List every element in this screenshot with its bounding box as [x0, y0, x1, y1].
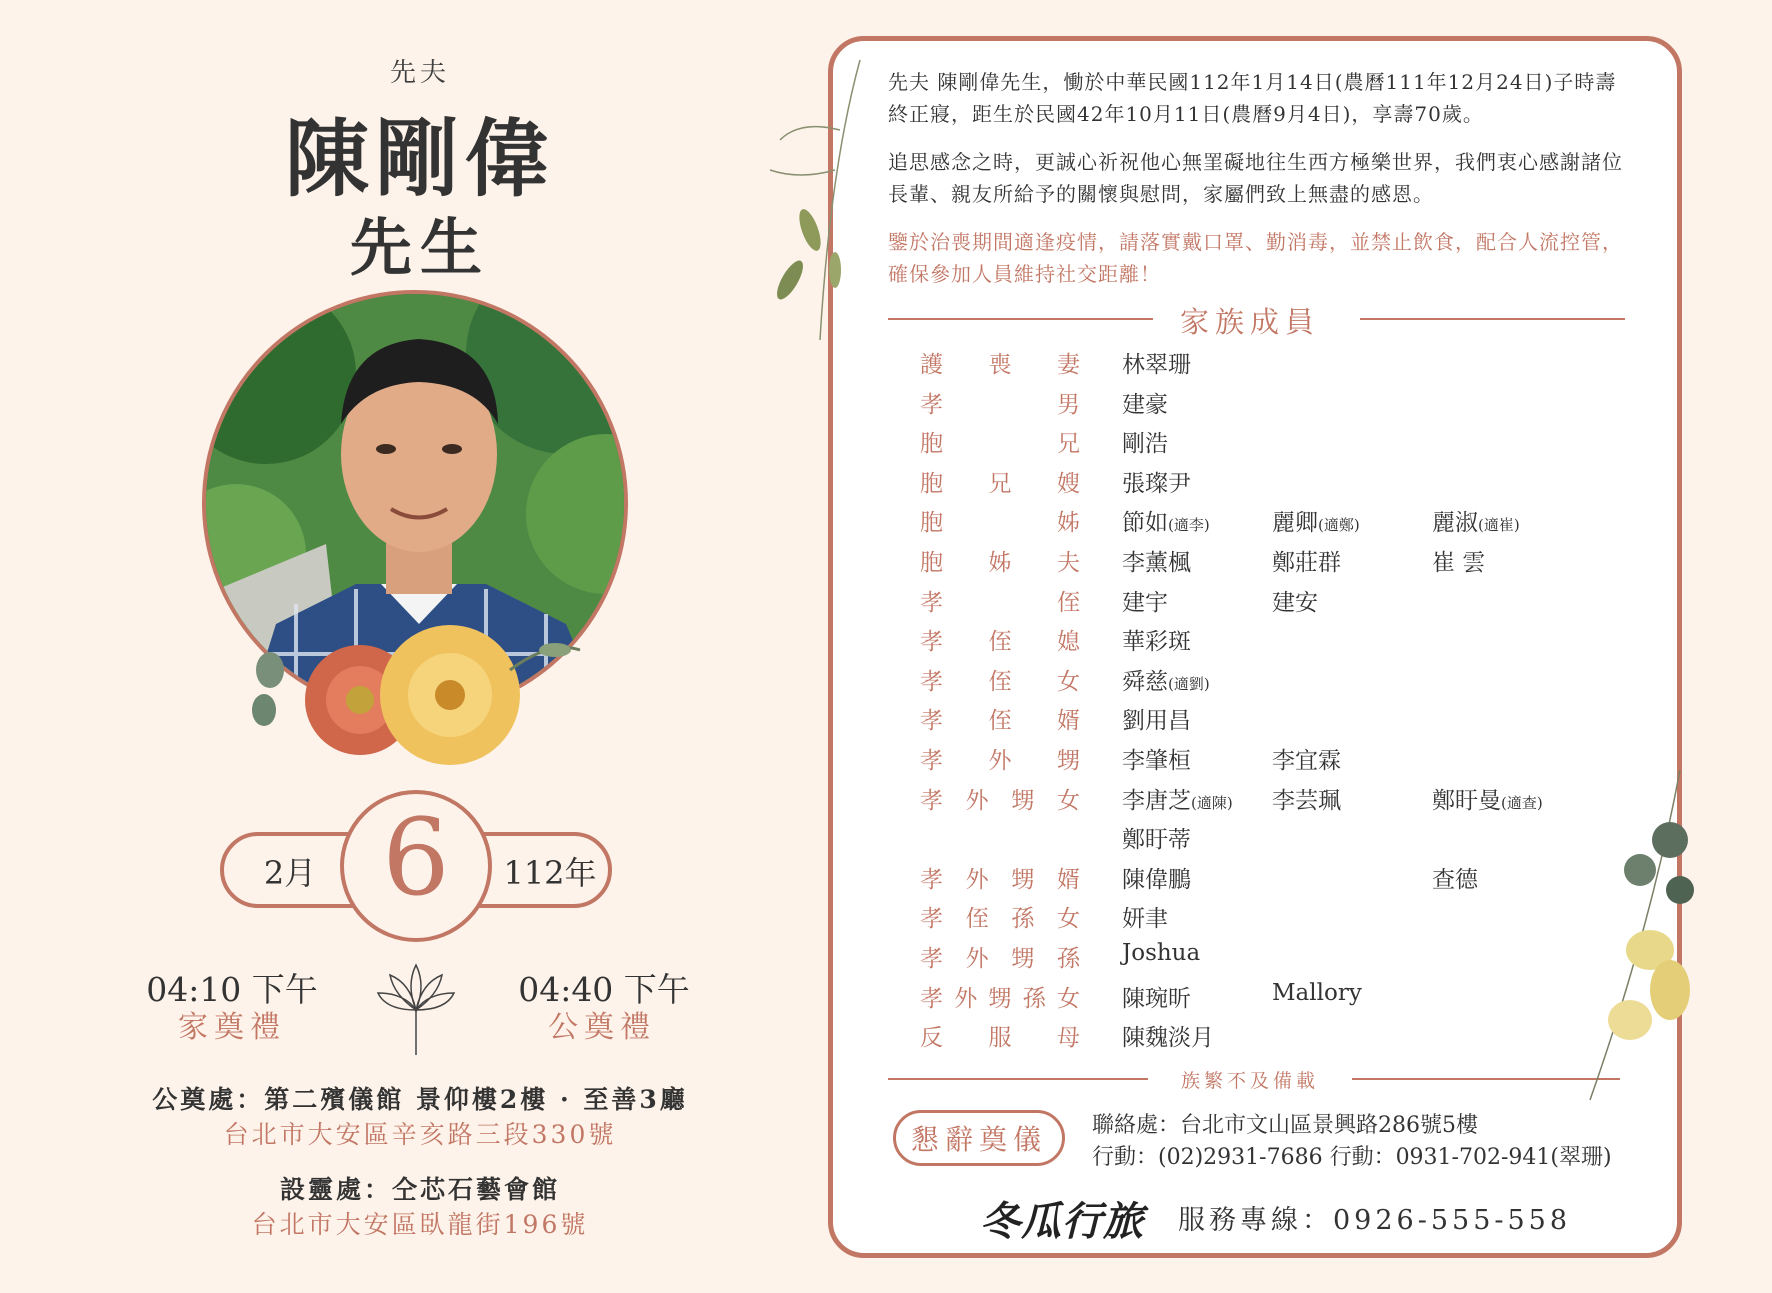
family-member-name [1122, 940, 1200, 966]
member-note: (適陳) [1191, 793, 1233, 812]
member-note: (適李) [1168, 516, 1210, 535]
member-name: 華彩斑 [1122, 629, 1191, 656]
member-name: Joshua [1122, 940, 1201, 966]
family-relation: 胞姊 [920, 510, 1080, 537]
title-prefix: 先夫 [389, 58, 450, 88]
family-row [920, 742, 1620, 780]
family-relation: 孝外甥 [920, 748, 1080, 774]
member-name: 陳琬昕 [1122, 985, 1191, 1012]
divider-left [888, 318, 1153, 320]
family-member-name [1122, 465, 1191, 498]
member-name: 剛浩 [1122, 431, 1168, 458]
member-name: 李芸珮 [1272, 787, 1341, 814]
member-name: 崔 雲 [1432, 550, 1486, 576]
family-member-name [1122, 742, 1191, 775]
member-note: (適劉) [1168, 674, 1210, 693]
date-month: 2月 [263, 854, 317, 892]
family-relation: 胞兄 [920, 431, 1080, 458]
family-member-name [1122, 821, 1191, 854]
member-name: 李薰楓 [1122, 550, 1191, 576]
family-member-name [1432, 782, 1543, 815]
family-relation: 孝外甥孫女 [920, 985, 1080, 1012]
deceased-name: 陳剛偉 [284, 109, 555, 208]
family-row [920, 980, 1620, 1018]
family-row [920, 900, 1620, 938]
family-member-name [1122, 900, 1168, 933]
member-name: 鄭盱蒂 [1122, 827, 1191, 854]
member-name: 妍聿 [1122, 906, 1168, 933]
family-relation: 孝侄媳 [920, 629, 1080, 656]
decline-text: 懇辭奠儀 [910, 1123, 1047, 1156]
family-member-name [1122, 782, 1233, 815]
member-name: 李肇桓 [1122, 748, 1191, 774]
member-name: 林翠珊 [1122, 352, 1191, 378]
family-member-name [1272, 584, 1318, 617]
public-rite-time: 04:40 下午 [518, 970, 690, 1009]
family-note: 族繁不及備載 [1180, 1070, 1319, 1092]
shrine: 設靈處：仝芯石藝會館 [279, 1175, 560, 1204]
family-row [920, 346, 1620, 384]
service-hotline: 服務專線：0926-555-558 [1178, 1205, 1572, 1236]
member-name: 建豪 [1122, 391, 1168, 418]
note-divider-left [888, 1078, 1148, 1080]
family-member-name [1122, 504, 1210, 537]
shrine-address: 台北市大安區臥龍街196號 [251, 1210, 589, 1239]
obituary-paragraph-2: 追思感念之時，更誠心祈祝他心無罣礙地往生西方極樂世界，我們衷心感謝諸位長輩、親友所給予的關懷與慰問，家屬們致上無盡的感恩。 [888, 150, 1623, 206]
member-name: 舜慈 [1122, 668, 1168, 695]
lotus-icon [376, 955, 456, 1055]
family-member-name [1122, 1019, 1214, 1052]
family-member-name [1122, 425, 1168, 458]
family-relation: 反服母 [920, 1025, 1080, 1052]
family-row [920, 940, 1620, 978]
family-relation: 孝侄 [920, 589, 1080, 616]
member-name: 陳偉鵬 [1122, 866, 1191, 893]
member-name: 建安 [1272, 589, 1318, 616]
family-rite-time: 04:10 下午 [146, 970, 318, 1009]
family-row [920, 386, 1620, 424]
family-row [920, 465, 1620, 503]
family-relation: 胞姊夫 [920, 550, 1080, 576]
family-row [920, 623, 1620, 661]
member-name: 鄭盱曼 [1432, 787, 1501, 814]
member-note: (適鄭) [1318, 516, 1360, 535]
member-name: 麗淑 [1432, 510, 1478, 537]
divider-right [1360, 318, 1625, 320]
family-row [920, 782, 1620, 820]
member-name: 查德 [1432, 866, 1478, 893]
member-name: 劉用昌 [1122, 708, 1191, 735]
family-row [920, 702, 1620, 740]
family-member-name [1272, 504, 1360, 537]
date-year: 112年 [503, 854, 597, 892]
family-relation: 孝侄婿 [920, 708, 1080, 735]
date-day: 6 [382, 796, 450, 919]
family-member-name [1432, 504, 1520, 537]
family-member-name [1272, 782, 1341, 815]
leaf-decoration [760, 50, 880, 350]
family-member-name [1122, 663, 1210, 696]
venue-address: 台北市大安區辛亥路三段330號 [223, 1120, 617, 1149]
family-member-name [1122, 702, 1191, 735]
family-row [920, 504, 1620, 542]
contact-phones: 行動：(02)2931-7686 行動：0931-702-941(翠珊) [1092, 1145, 1612, 1170]
member-name: 節如 [1122, 510, 1168, 537]
member-name: 麗卿 [1272, 510, 1318, 537]
family-member-name [1122, 584, 1168, 617]
member-name: 建宇 [1122, 589, 1168, 616]
family-member-name [1432, 861, 1478, 894]
family-relation: 孝男 [920, 391, 1080, 418]
family-row [920, 663, 1620, 701]
family-row [920, 821, 1620, 859]
venue: 公奠處：第二殯儀館 景仰樓2樓 · 至善3廳 [152, 1085, 688, 1114]
family-relation: 孝侄女 [920, 668, 1080, 695]
family-member-name [1272, 544, 1341, 577]
member-name: 張璨尹 [1122, 470, 1191, 497]
family-member-name [1122, 623, 1191, 656]
family-row [920, 544, 1620, 582]
family-member-name [1272, 980, 1362, 1006]
contact-address: 聯絡處：台北市文山區景興路286號5樓 [1092, 1113, 1478, 1138]
family-member-name [1122, 386, 1168, 419]
family-relation: 護喪妻 [920, 352, 1080, 378]
family-member-name [1122, 980, 1191, 1013]
family-rite-label: 家奠禮 [178, 1010, 286, 1045]
family-relation: 胞兄嫂 [920, 470, 1080, 497]
family-member-name [1122, 861, 1191, 894]
brand-logo: 冬瓜行旅 [980, 1198, 1144, 1245]
family-member-name [1122, 346, 1191, 379]
family-row [920, 425, 1620, 463]
member-name: 陳魏淡月 [1122, 1025, 1214, 1052]
family-relation: 孝侄孫女 [920, 906, 1080, 933]
public-rite-label: 公奠禮 [548, 1010, 656, 1045]
flower-decoration [250, 610, 600, 790]
family-member-name [1272, 742, 1341, 775]
family-row [920, 1019, 1620, 1057]
member-name: 李唐芝 [1122, 787, 1191, 814]
family-member-name [1122, 544, 1191, 577]
pandemic-notice: 鑒於治喪期間適逢疫情，請落實戴口罩、勤消毒，並禁止飲食，配合人流控管，確保參加人員維持社交距離！ [888, 230, 1623, 286]
member-name: 鄭莊群 [1272, 550, 1341, 576]
family-relation: 孝外甥婿 [920, 866, 1080, 893]
title-suffix: 先生 [349, 211, 490, 284]
member-note: (適崔) [1478, 516, 1520, 535]
family-row [920, 584, 1620, 622]
family-row [920, 861, 1620, 899]
member-name: Mallory [1272, 979, 1362, 1006]
obituary-paragraph-1: 先夫 陳剛偉先生，慟於中華民國112年1月14日(農曆111年12月24日)子時壽終正寢，距生於民國42年10月11日(農曆9月4日)，享壽70歲。 [888, 70, 1617, 126]
member-name: 李宜霖 [1272, 748, 1341, 774]
family-section-title: 家族成員 [1179, 305, 1320, 339]
family-relation: 孝外甥女 [920, 787, 1080, 814]
family-relation: 孝外甥孫 [920, 946, 1080, 972]
family-member-name [1432, 544, 1485, 577]
member-note: (適查) [1501, 793, 1543, 812]
eucalyptus-decoration [1560, 750, 1700, 1110]
